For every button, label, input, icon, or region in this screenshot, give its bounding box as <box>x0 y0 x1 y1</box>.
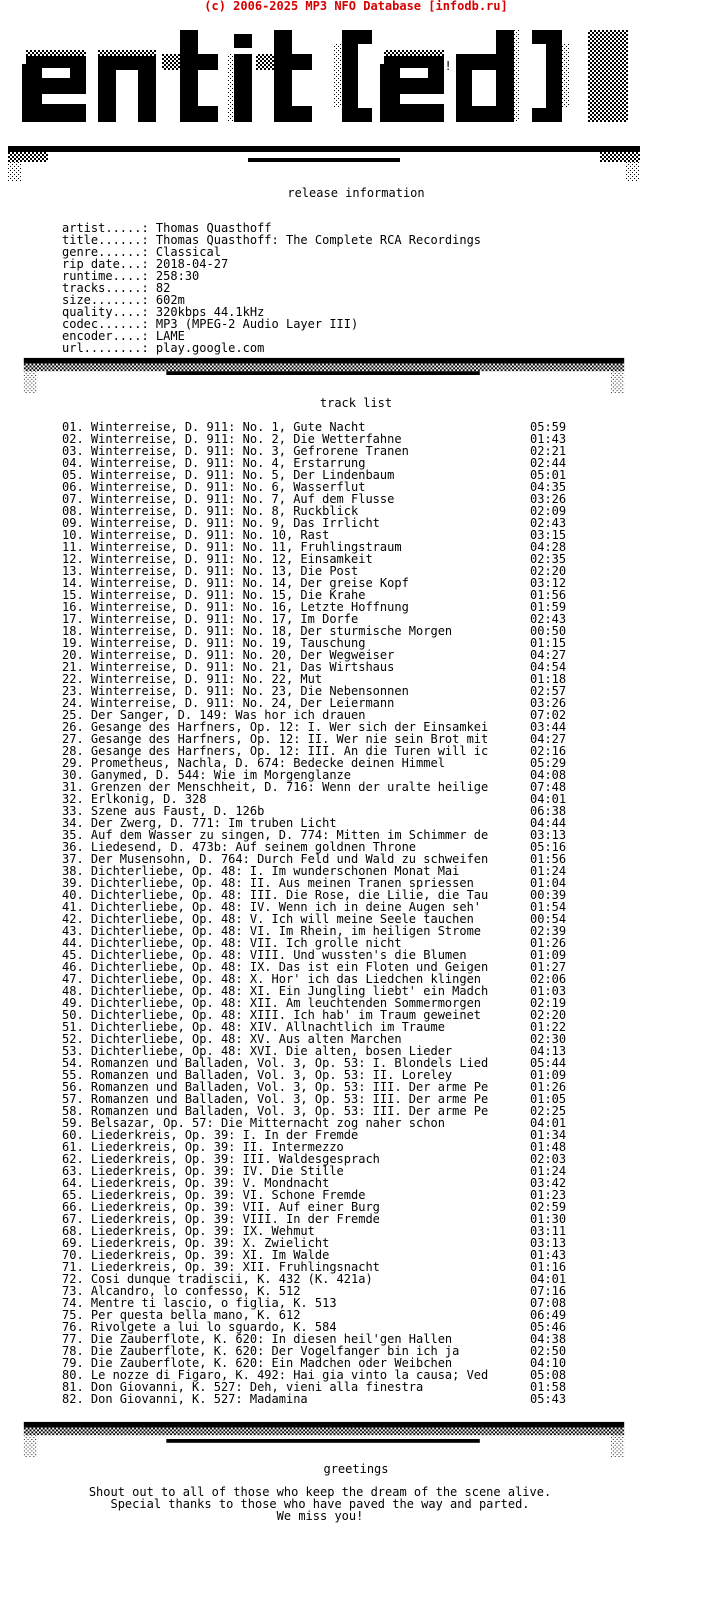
track-number: 51. <box>62 1020 91 1034</box>
track-duration: 01:15 <box>530 636 567 650</box>
release-info-value: 602m <box>155 293 185 307</box>
track-duration: 01:30 <box>530 1212 567 1226</box>
track-duration: 05:01 <box>530 468 567 482</box>
track-duration: 04:10 <box>530 1356 567 1370</box>
track-duration: 00:50 <box>530 624 567 638</box>
track-number: 31. <box>62 780 91 794</box>
track-title: Dichterliebe, Op. 48: II. Aus meinen Tranen spriessen <box>90 876 474 890</box>
track-number: 62. <box>62 1152 91 1166</box>
track-duration: 04:27 <box>530 732 567 746</box>
track-duration: 05:16 <box>530 840 567 854</box>
track-number: 52. <box>62 1032 91 1046</box>
track-number: 19. <box>62 636 91 650</box>
release-info-value: LAME <box>155 329 185 343</box>
track-number: 14. <box>62 576 91 590</box>
release-info-value: play.google.com <box>155 341 265 355</box>
release-info-key: size.......: <box>62 293 156 307</box>
track-title: Erlkonig, D. 328 <box>90 792 207 806</box>
track-duration: 04:38 <box>530 1332 567 1346</box>
track-duration: 07:16 <box>530 1284 567 1298</box>
track-title: Liederkreis, Op. 39: II. Intermezzo <box>90 1140 344 1154</box>
track-title: Per questa bella mano, K. 612 <box>90 1308 301 1322</box>
track-number: 11. <box>62 540 91 554</box>
track-number: 20. <box>62 648 91 662</box>
track-title: Belsazar, Op. 57: Die Mitternacht zog naher schon <box>90 1116 445 1130</box>
track-duration: 02:30 <box>530 1032 567 1046</box>
track-duration: 02:19 <box>530 996 567 1010</box>
track-title: Dichterliebe, Op. 48: IV. Wenn ich in deine Augen seh' <box>90 900 482 914</box>
track-duration: 02:35 <box>530 552 567 566</box>
track-number: 25. <box>62 708 91 722</box>
track-title: Winterreise, D. 911: No. 16, Letzte Hoffnung <box>90 600 409 614</box>
track-number: 38. <box>62 864 91 878</box>
track-title: Don Giovanni, K. 527: Deh, vieni alla finestra <box>90 1380 424 1394</box>
track-number: 07. <box>62 492 91 506</box>
track-number: 46. <box>62 960 91 974</box>
track-duration: 03:13 <box>530 1236 567 1250</box>
track-title: Winterreise, D. 911: No. 22, Mut <box>90 672 323 686</box>
track-duration: 01:34 <box>530 1128 567 1142</box>
track-title: Liederkreis, Op. 39: XI. Im Walde <box>90 1248 330 1262</box>
track-duration: 05:44 <box>530 1056 567 1070</box>
divider-top <box>8 144 640 182</box>
track-title: Liederkreis, Op. 39: I. In der Fremde <box>90 1128 359 1142</box>
track-duration: 02:57 <box>530 684 567 698</box>
track-title: Dichterliebe, Op. 48: VIII. Und wussten's die Blumen <box>90 948 467 962</box>
track-duration: 02:09 <box>530 504 567 518</box>
track-number: 23. <box>62 684 91 698</box>
track-number: 08. <box>62 504 91 518</box>
track-title: Dichterliebe, Op. 48: V. Ich will meine Seele tauchen <box>90 912 474 926</box>
track-title: Liederkreis, Op. 39: VII. Auf einer Burg <box>90 1200 380 1214</box>
track-duration: 02:20 <box>530 564 567 578</box>
group-logo <box>12 20 644 132</box>
track-title: Rivolgete a lui lo sguardo, K. 584 <box>90 1320 337 1334</box>
release-info-key: title......: <box>62 233 156 247</box>
track-title: Winterreise, D. 911: No. 23, Die Nebensonnen <box>90 684 409 698</box>
release-info-key: tracks.....: <box>62 281 156 295</box>
track-duration: 02:06 <box>530 972 567 986</box>
track-number: 40. <box>62 888 91 902</box>
track-title: Dichterliebe, Op. 48: XIV. Allnachtlich im Traume <box>90 1020 445 1034</box>
track-title: Auf dem Wasser zu singen, D. 774: Mitten im Schimmer de <box>90 828 489 842</box>
track-number: 02. <box>62 432 91 446</box>
greetings-line: We miss you! <box>276 1509 364 1523</box>
track-title: Die Zauberflote, K. 620: In diesen heil'gen Hallen <box>90 1332 453 1346</box>
track-title: Winterreise, D. 911: No. 21, Das Wirtshaus <box>90 660 395 674</box>
logo-tag: hX! <box>430 59 452 73</box>
track-number: 29. <box>62 756 91 770</box>
track-title: Winterreise, D. 911: No. 10, Rast <box>90 528 330 542</box>
track-number: 69. <box>62 1236 91 1250</box>
track-duration: 01:24 <box>530 864 567 878</box>
track-number: 73. <box>62 1284 91 1298</box>
track-duration: 01:48 <box>530 1140 567 1154</box>
track-number: 01. <box>62 420 91 434</box>
track-title: Winterreise, D. 911: No. 11, Fruhlingstraum <box>90 540 402 554</box>
greetings-line: Special thanks to those who have paved the way and parted. <box>110 1497 530 1511</box>
track-duration: 01:23 <box>530 1188 567 1202</box>
track-title: Dichterliebe, Op. 48: X. Hor' ich das Liedchen klingen <box>90 972 482 986</box>
track-number: 54. <box>62 1056 91 1070</box>
track-number: 66. <box>62 1200 91 1214</box>
track-title: Winterreise, D. 911: No. 3, Gefrorene Tranen <box>90 444 409 458</box>
release-info-key: encoder....: <box>62 329 156 343</box>
track-number: 21. <box>62 660 91 674</box>
track-title: Dichterliebe, Op. 48: XI. Ein Jungling liebt' ein Madch <box>90 984 489 998</box>
track-duration: 03:26 <box>530 696 567 710</box>
track-number: 27. <box>62 732 91 746</box>
track-duration: 01:09 <box>530 948 567 962</box>
track-duration: 04:08 <box>530 768 567 782</box>
track-number: 58. <box>62 1104 91 1118</box>
track-number: 82. <box>62 1392 91 1406</box>
track-duration: 01:43 <box>530 1248 567 1262</box>
track-title: Winterreise, D. 911: No. 24, Der Leiermann <box>90 696 395 710</box>
track-duration: 04:01 <box>530 1272 567 1286</box>
track-number: 30. <box>62 768 91 782</box>
track-title: Gesange des Harfners, Op. 12: II. Wer nie sein Brot mit <box>90 732 489 746</box>
track-title: Winterreise, D. 911: No. 7, Auf dem Flusse <box>90 492 395 506</box>
release-info-value: 258:30 <box>155 269 200 283</box>
track-title: Winterreise, D. 911: No. 20, Der Wegweiser <box>90 648 395 662</box>
greetings-line: Shout out to all of those who keep the dream of the scene alive. <box>88 1485 552 1499</box>
track-duration: 01:26 <box>530 936 567 950</box>
release-info-key: artist.....: <box>62 221 156 235</box>
track-number: 64. <box>62 1176 91 1190</box>
track-number: 47. <box>62 972 91 986</box>
track-number: 22. <box>62 672 91 686</box>
track-number: 63. <box>62 1164 91 1178</box>
site-header: (c) 2006-2025 MP3 NFO Database [infodb.ru] <box>204 0 508 13</box>
track-number: 71. <box>62 1260 91 1274</box>
track-title: Cosi dunque tradiscii, K. 432 (K. 421a) <box>90 1272 373 1286</box>
track-title: Liederkreis, Op. 39: IV. Die Stille <box>90 1164 344 1178</box>
track-title: Prometheus, Nachla, D. 674: Bedecke deinen Himmel <box>90 756 445 770</box>
track-number: 78. <box>62 1344 91 1358</box>
track-duration: 04:13 <box>530 1044 567 1058</box>
release-info-value: 82 <box>155 281 171 295</box>
track-number: 05. <box>62 468 91 482</box>
track-number: 12. <box>62 552 91 566</box>
track-number: 56. <box>62 1080 91 1094</box>
track-duration: 07:08 <box>530 1296 567 1310</box>
track-number: 76. <box>62 1320 91 1334</box>
track-title: Dichterliebe, Op. 48: IX. Das ist ein Floten und Geigen <box>90 960 489 974</box>
track-title: Der Zwerg, D. 771: Im truben Licht <box>90 816 337 830</box>
track-duration: 02:39 <box>530 924 567 938</box>
release-info-key: codec......: <box>62 317 156 331</box>
track-number: 79. <box>62 1356 91 1370</box>
release-info-value: 2018-04-27 <box>155 257 229 271</box>
track-duration: 02:03 <box>530 1152 567 1166</box>
track-number: 26. <box>62 720 91 734</box>
track-duration: 01:58 <box>530 1380 567 1394</box>
track-title: Winterreise, D. 911: No. 19, Tauschung <box>90 636 366 650</box>
track-title: Dichterliebe, Op. 48: I. Im wunderschonen Monat Mai <box>90 864 460 878</box>
track-title: Liederkreis, Op. 39: XII. Fruhlingsnacht <box>90 1260 380 1274</box>
track-number: 55. <box>62 1068 91 1082</box>
track-row <box>62 1392 567 1406</box>
release-info-value: 320kbps 44.1kHz <box>155 305 265 319</box>
track-title: Winterreise, D. 911: No. 13, Die Post <box>90 564 359 578</box>
track-number: 17. <box>62 612 91 626</box>
track-title: Dichterliebe, Op. 48: XII. Am leuchtenden Sommermorgen <box>90 996 482 1010</box>
track-number: 75. <box>62 1308 91 1322</box>
track-title: Liederkreis, Op. 39: VIII. In der Fremde <box>90 1212 380 1226</box>
track-duration: 01:24 <box>530 1164 567 1178</box>
track-title: Der Sanger, D. 149: Was hor ich drauen <box>90 708 366 722</box>
track-title: Die Zauberflote, K. 620: Ein Madchen oder Weibchen <box>90 1356 453 1370</box>
track-title: Die Zauberflote, K. 620: Der Vogelfanger bin ich ja <box>90 1344 460 1358</box>
track-duration: 02:59 <box>530 1200 567 1214</box>
track-title: Ganymed, D. 544: Wie im Morgenglanze <box>90 768 351 782</box>
track-duration: 04:27 <box>530 648 567 662</box>
track-number: 53. <box>62 1044 91 1058</box>
track-number: 77. <box>62 1332 91 1346</box>
track-title: Romanzen und Balladen, Vol. 3, Op. 53: III. Der arme Pe <box>90 1080 489 1094</box>
tracklist-section-title: track list <box>319 396 393 410</box>
track-number: 43. <box>62 924 91 938</box>
track-number: 39. <box>62 876 91 890</box>
track-number: 16. <box>62 600 91 614</box>
track-number: 03. <box>62 444 91 458</box>
track-number: 81. <box>62 1380 91 1394</box>
track-title: Don Giovanni, K. 527: Madamina <box>90 1392 308 1406</box>
track-title: Winterreise, D. 911: No. 9, Das Irrlicht <box>90 516 380 530</box>
track-title: Winterreise, D. 911: No. 8, Ruckblick <box>90 504 359 518</box>
track-title: Romanzen und Balladen, Vol. 3, Op. 53: III. Der arme Pe <box>90 1104 489 1118</box>
track-title: Winterreise, D. 911: No. 14, Der greise Kopf <box>90 576 409 590</box>
track-number: 06. <box>62 480 91 494</box>
track-number: 68. <box>62 1224 91 1238</box>
track-duration: 04:35 <box>530 480 567 494</box>
track-title: Grenzen der Menschheit, D. 716: Wenn der uralte heilige <box>90 780 489 794</box>
track-duration: 04:28 <box>530 540 567 554</box>
track-number: 49. <box>62 996 91 1010</box>
track-duration: 04:54 <box>530 660 567 674</box>
greetings-text <box>0 1486 640 1522</box>
track-duration: 01:56 <box>530 588 567 602</box>
track-duration: 02:20 <box>530 1008 567 1022</box>
track-duration: 00:54 <box>530 912 567 926</box>
release-info-row <box>62 342 481 354</box>
release-info-list <box>62 222 481 354</box>
track-title: Winterreise, D. 911: No. 2, Die Wetterfahne <box>90 432 402 446</box>
track-number: 80. <box>62 1368 91 1382</box>
track-duration: 04:01 <box>530 1116 567 1130</box>
track-duration: 01:56 <box>530 852 567 866</box>
track-title: Liederkreis, Op. 39: III. Waldesgesprach <box>90 1152 380 1166</box>
track-list <box>62 420 567 1406</box>
track-number: 09. <box>62 516 91 530</box>
track-title: Liederkreis, Op. 39: X. Zwielicht <box>90 1236 330 1250</box>
track-number: 36. <box>62 840 91 854</box>
track-number: 48. <box>62 984 91 998</box>
track-number: 74. <box>62 1296 91 1310</box>
track-number: 45. <box>62 948 91 962</box>
track-number: 60. <box>62 1128 91 1142</box>
track-duration: 02:44 <box>530 456 567 470</box>
track-title: Liederkreis, Op. 39: V. Mondnacht <box>90 1176 330 1190</box>
track-number: 28. <box>62 744 91 758</box>
track-title: Gesange des Harfners, Op. 12: III. An die Turen will ic <box>90 744 489 758</box>
track-duration: 01:22 <box>530 1020 567 1034</box>
track-duration: 01:54 <box>530 900 567 914</box>
track-title: Dichterliebe, Op. 48: XIII. Ich hab' im Traum geweinet <box>90 1008 482 1022</box>
track-duration: 01:04 <box>530 876 567 890</box>
track-number: 44. <box>62 936 91 950</box>
track-duration: 00:39 <box>530 888 567 902</box>
track-duration: 07:02 <box>530 708 567 722</box>
track-duration: 03:15 <box>530 528 567 542</box>
track-title: Alcandro, lo confesso, K. 512 <box>90 1284 301 1298</box>
track-title: Romanzen und Balladen, Vol. 3, Op. 53: I. Blondels Lied <box>90 1056 489 1070</box>
release-info-key: rip date...: <box>62 257 156 271</box>
track-duration: 03:44 <box>530 720 567 734</box>
track-title: Winterreise, D. 911: No. 5, Der Lindenbaum <box>90 468 395 482</box>
track-title: Winterreise, D. 911: No. 17, Im Dorfe <box>90 612 359 626</box>
track-duration: 05:43 <box>530 1392 567 1406</box>
track-number: 24. <box>62 696 91 710</box>
track-number: 42. <box>62 912 91 926</box>
track-title: Liederkreis, Op. 39: VI. Schone Fremde <box>90 1188 366 1202</box>
track-duration: 02:43 <box>530 612 567 626</box>
track-title: Dichterliebe, Op. 48: VI. Im Rhein, im heiligen Strome <box>90 924 482 938</box>
track-number: 50. <box>62 1008 91 1022</box>
track-title: Liedesend, D. 473b: Auf seinem goldnen Throne <box>90 840 417 854</box>
track-number: 37. <box>62 852 91 866</box>
track-duration: 03:13 <box>530 828 567 842</box>
track-duration: 06:49 <box>530 1308 567 1322</box>
track-duration: 05:46 <box>530 1320 567 1334</box>
track-number: 41. <box>62 900 91 914</box>
track-duration: 03:11 <box>530 1224 567 1238</box>
track-title: Gesange des Harfners, Op. 12: I. Wer sich der Einsamkei <box>90 720 489 734</box>
track-number: 35. <box>62 828 91 842</box>
track-number: 72. <box>62 1272 91 1286</box>
release-info-key: runtime....: <box>62 269 156 283</box>
track-title: Dichterliebe, Op. 48: VII. Ich grolle nicht <box>90 936 402 950</box>
track-duration: 03:12 <box>530 576 567 590</box>
track-number: 57. <box>62 1092 91 1106</box>
track-duration: 01:43 <box>530 432 567 446</box>
track-title: Dichterliebe, Op. 48: XVI. Die alten, bosen Lieder <box>90 1044 453 1058</box>
track-title: Romanzen und Balladen, Vol. 3, Op. 53: II. Loreley <box>90 1068 453 1082</box>
release-info-value: Thomas Quasthoff <box>155 221 272 235</box>
release-info-key: genre......: <box>62 245 156 259</box>
track-title: Szene aus Faust, D. 126b <box>90 804 265 818</box>
track-duration: 02:25 <box>530 1104 567 1118</box>
track-duration: 04:44 <box>530 816 567 830</box>
track-duration: 01:03 <box>530 984 567 998</box>
track-duration: 06:38 <box>530 804 567 818</box>
track-title: Le nozze di Figaro, K. 492: Hai gia vinto la causa; Ved <box>90 1368 489 1382</box>
track-title: Winterreise, D. 911: No. 6, Wasserflut <box>90 480 366 494</box>
release-info-value: MP3 (MPEG-2 Audio Layer III) <box>155 317 359 331</box>
track-number: 70. <box>62 1248 91 1262</box>
divider-tracklist <box>8 1420 640 1458</box>
track-duration: 05:29 <box>530 756 567 770</box>
track-number: 67. <box>62 1212 91 1226</box>
track-duration: 03:42 <box>530 1176 567 1190</box>
track-number: 61. <box>62 1140 91 1154</box>
track-duration: 01:26 <box>530 1080 567 1094</box>
track-duration: 01:05 <box>530 1092 567 1106</box>
track-duration: 07:48 <box>530 780 567 794</box>
release-info-key: quality....: <box>62 305 156 319</box>
track-duration: 04:01 <box>530 792 567 806</box>
track-title: Winterreise, D. 911: No. 15, Die Krahe <box>90 588 366 602</box>
track-duration: 01:27 <box>530 960 567 974</box>
track-number: 04. <box>62 456 91 470</box>
track-duration: 02:50 <box>530 1344 567 1358</box>
track-title: Dichterliebe, Op. 48: XV. Aus alten Marchen <box>90 1032 402 1046</box>
track-duration: 01:59 <box>530 600 567 614</box>
track-number: 33. <box>62 804 91 818</box>
release-info-value: Classical <box>155 245 221 259</box>
track-duration: 03:26 <box>530 492 567 506</box>
track-number: 65. <box>62 1188 91 1202</box>
divider-release <box>8 356 640 394</box>
release-info-key: url........: <box>62 341 156 355</box>
release-section-title: release information <box>287 186 425 200</box>
track-number: 34. <box>62 816 91 830</box>
track-number: 59. <box>62 1116 91 1130</box>
track-title: Liederkreis, Op. 39: IX. Wehmut <box>90 1224 315 1238</box>
track-duration: 02:43 <box>530 516 567 530</box>
track-number: 32. <box>62 792 91 806</box>
track-title: Winterreise, D. 911: No. 18, Der sturmische Morgen <box>90 624 453 638</box>
track-title: Winterreise, D. 911: No. 12, Einsamkeit <box>90 552 373 566</box>
track-duration: 01:09 <box>530 1068 567 1082</box>
track-title: Mentre ti lascio, o figlia, K. 513 <box>90 1296 337 1310</box>
track-title: Dichterliebe, Op. 48: III. Die Rose, die Lilie, die Tau <box>90 888 489 902</box>
track-number: 18. <box>62 624 91 638</box>
track-duration: 01:16 <box>530 1260 567 1274</box>
track-number: 10. <box>62 528 91 542</box>
track-number: 15. <box>62 588 91 602</box>
track-duration: 01:18 <box>530 672 567 686</box>
track-title: Winterreise, D. 911: No. 1, Gute Nacht <box>90 420 366 434</box>
track-title: Der Musensohn, D. 764: Durch Feld und Wald zu schweifen <box>90 852 489 866</box>
track-title: Romanzen und Balladen, Vol. 3, Op. 53: III. Der arme Pe <box>90 1092 489 1106</box>
track-duration: 02:21 <box>530 444 567 458</box>
track-duration: 05:08 <box>530 1368 567 1382</box>
greetings-section-title: greetings <box>323 1462 389 1476</box>
track-number: 13. <box>62 564 91 578</box>
track-duration: 02:16 <box>530 744 567 758</box>
release-info-value: Thomas Quasthoff: The Complete RCA Recordings <box>155 233 482 247</box>
track-title: Winterreise, D. 911: No. 4, Erstarrung <box>90 456 366 470</box>
track-duration: 05:59 <box>530 420 567 434</box>
